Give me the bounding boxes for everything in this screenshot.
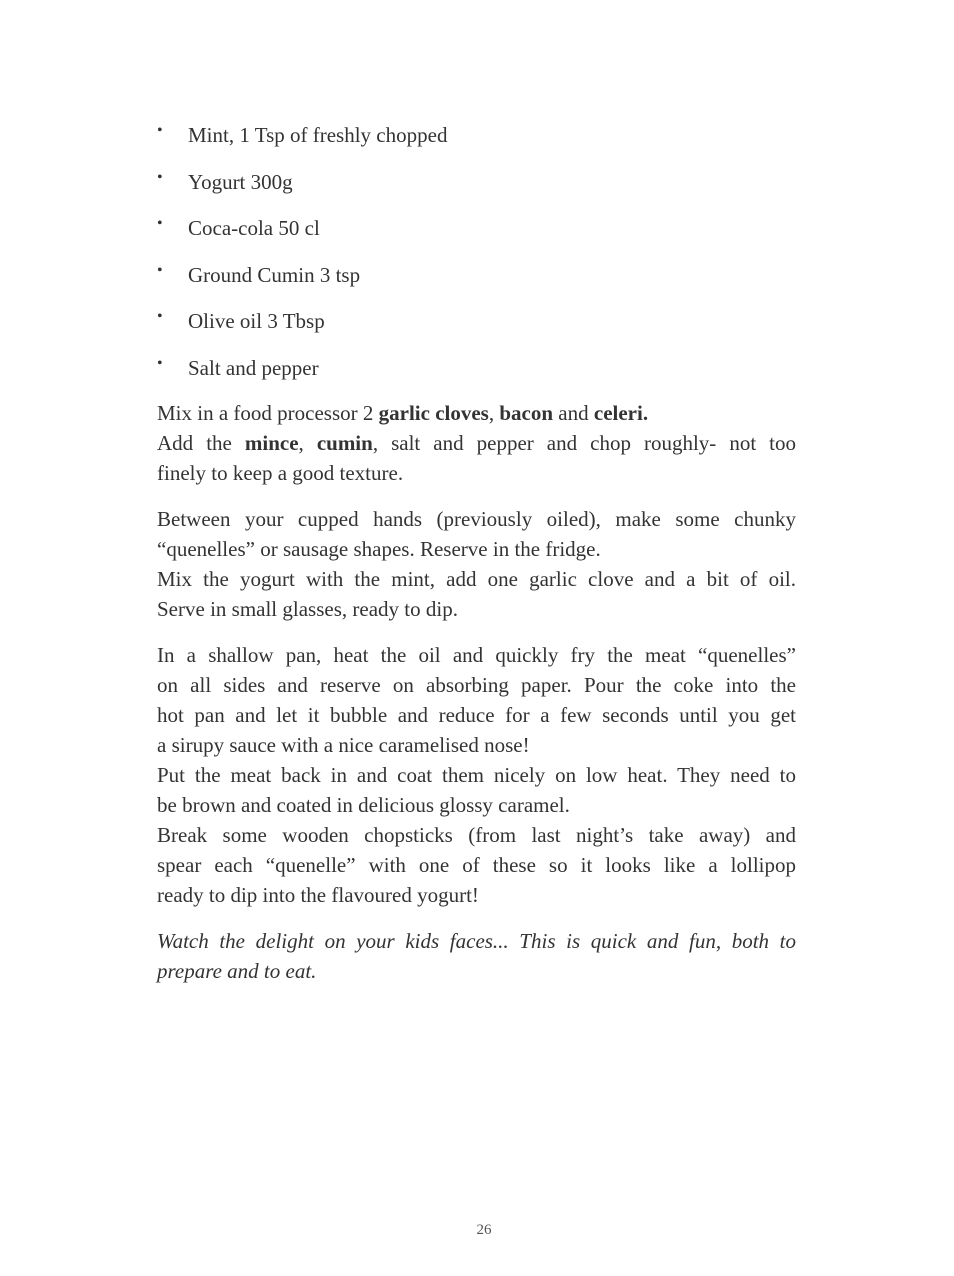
- ingredient-list: [157, 118, 796, 398]
- recipe-instructions: [157, 398, 796, 1002]
- bold-text: mince: [244, 431, 299, 455]
- list-item: [157, 165, 796, 212]
- text-line: on all sides and reserve on absorbing paper. Pour the coke into the: [157, 673, 796, 697]
- text-line: hot pan and let it bubble and reduce for a few seconds until you get: [157, 703, 796, 727]
- bold-text: celeri.: [593, 401, 649, 425]
- bullet-icon: •: [157, 308, 163, 326]
- paragraph-closing-note: [157, 926, 796, 986]
- text-line: be brown and coated in delicious glossy caramel.: [157, 793, 570, 817]
- ingredient-text: Coca-cola 50 cl: [188, 216, 320, 241]
- text-line: Put the meat back in and coat them nicely on low heat. They need to: [157, 763, 796, 787]
- list-item: [157, 258, 796, 305]
- paragraph-shaping: [157, 504, 796, 624]
- bullet-icon: •: [157, 261, 163, 279]
- ingredient-text: Ground Cumin 3 tsp: [188, 262, 361, 287]
- ingredient-text: Salt and pepper: [188, 355, 319, 380]
- ingredient-text: Yogurt 300g: [188, 169, 293, 194]
- text-line: Between your cupped hands (previously oiled), make some chunky: [157, 507, 796, 531]
- document-page: [157, 0, 796, 1276]
- bullet-icon: •: [157, 354, 163, 372]
- bold-text: garlic cloves: [378, 401, 489, 425]
- bullet-icon: •: [157, 168, 163, 186]
- text-line: Watch the delight on your kids faces... This is quick and fun, both to: [157, 929, 796, 953]
- text-line: Break some wooden chopsticks (from last night’s take away) and: [157, 823, 796, 847]
- ingredient-text: Olive oil 3 Tbsp: [188, 309, 325, 334]
- text-line: a sirupy sauce with a nice caramelised nose!: [157, 733, 530, 757]
- text-line: “quenelles” or sausage shapes. Reserve in the fridge.: [157, 537, 601, 561]
- text-line: Add the mince, cumin, salt and pepper and chop roughly- not too: [157, 431, 797, 455]
- text-line: prepare and to eat.: [157, 959, 317, 983]
- text-line: spear each “quenelle” with one of these so it looks like a lollipop: [157, 853, 796, 877]
- list-item: [157, 351, 796, 398]
- paragraph-preparation: [157, 398, 796, 488]
- text-line: Mix the yogurt with the mint, add one garlic clove and a bit of oil.: [157, 567, 796, 591]
- bold-text: cumin: [316, 431, 373, 455]
- bullet-icon: •: [157, 215, 163, 233]
- bullet-icon: •: [157, 122, 163, 139]
- list-item: [157, 211, 796, 258]
- text-line: In a shallow pan, heat the oil and quickly fry the meat “quenelles”: [157, 643, 796, 667]
- text-line: ready to dip into the flavoured yogurt!: [157, 883, 479, 907]
- ingredient-text: Mint, 1 Tsp of freshly chopped: [188, 123, 448, 147]
- list-item: [157, 118, 796, 165]
- text-line: Mix in a food processor 2 garlic cloves, bacon and celeri.: [157, 401, 649, 425]
- text-line: finely to keep a good texture.: [157, 461, 404, 485]
- list-item: [157, 304, 796, 351]
- paragraph-cooking: [157, 640, 796, 910]
- bold-text: bacon: [499, 401, 554, 425]
- page-number: 26: [476, 1222, 492, 1238]
- text-line: Serve in small glasses, ready to dip.: [157, 597, 458, 621]
